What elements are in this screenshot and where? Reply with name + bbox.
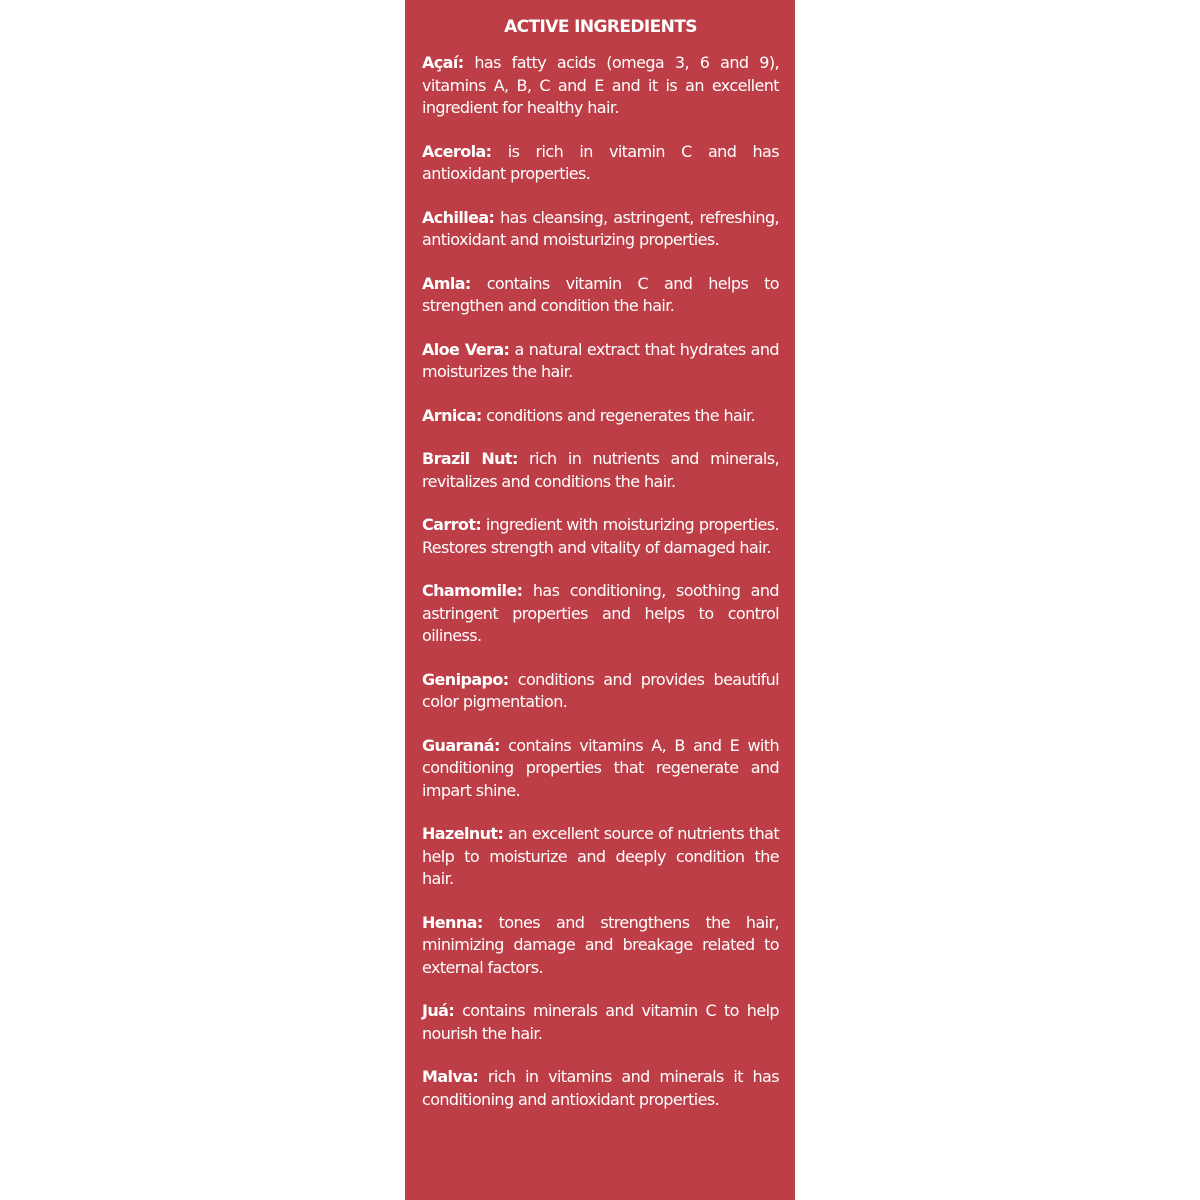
ingredient-entry-acai bbox=[422, 52, 779, 120]
ingredient-entry-henna bbox=[422, 912, 779, 980]
ingredient-description: is rich in vitamin C and has antioxidant properties. bbox=[422, 141, 779, 183]
ingredient-description: contains vitamins A, B and E with conditioning properties that regenerate and impart shine. bbox=[422, 735, 779, 800]
ingredient-entry-malva bbox=[422, 1066, 779, 1111]
ingredient-term: Genipapo: bbox=[422, 669, 509, 689]
ingredient-description: rich in nutrients and minerals, revitalizes and conditions the hair. bbox=[422, 449, 779, 491]
ingredient-entry-brazil-nut bbox=[422, 448, 779, 493]
ingredient-term: Amla: bbox=[422, 273, 471, 293]
panel-heading: ACTIVE INGREDIENTS bbox=[504, 17, 697, 37]
ingredient-entry-hazelnut bbox=[422, 823, 779, 891]
ingredient-description: tones and strengthens the hair, minimizing damage and breakage related to external factors. bbox=[422, 912, 779, 977]
ingredient-term: Carrot: bbox=[422, 515, 482, 534]
ingredient-term: Juá: bbox=[422, 1001, 455, 1020]
ingredient-description: a natural extract that hydrates and moisturizes the hair. bbox=[422, 339, 779, 381]
ingredient-term: Guaraná: bbox=[422, 735, 500, 755]
ingredient-term: Henna: bbox=[422, 912, 483, 932]
ingredient-description: has cleansing, astringent, refreshing, antioxidant and moisturizing properties. bbox=[422, 207, 779, 249]
ingredient-entry-achillea bbox=[422, 207, 779, 252]
ingredients-panel bbox=[405, 0, 795, 1200]
ingredient-entry-genipapo bbox=[422, 669, 779, 714]
ingredient-list bbox=[422, 52, 779, 1111]
ingredient-entry-aloe-vera bbox=[422, 339, 779, 384]
ingredient-entry-acerola bbox=[422, 141, 779, 186]
ingredient-entry-amla bbox=[422, 273, 779, 318]
ingredient-term: Malva: bbox=[422, 1067, 479, 1086]
ingredient-description: conditions and regenerates the hair. bbox=[486, 405, 756, 425]
ingredient-term: Hazelnut: bbox=[422, 824, 504, 843]
ingredient-entry-jua bbox=[422, 1000, 779, 1045]
ingredient-entry-guarana bbox=[422, 735, 779, 803]
ingredient-term: Arnica: bbox=[422, 405, 482, 425]
ingredient-description: ingredient with moisturizing properties. Restores strength and vitality of damaged hair. bbox=[422, 515, 779, 557]
ingredient-description: contains vitamin C and helps to strengthen and condition the hair. bbox=[422, 273, 779, 315]
ingredient-term: Chamomile: bbox=[422, 581, 523, 600]
ingredient-entry-carrot bbox=[422, 514, 779, 559]
ingredient-description: rich in vitamins and minerals it has conditioning and antioxidant properties. bbox=[422, 1067, 779, 1109]
ingredient-term: Aloe Vera: bbox=[422, 339, 510, 359]
ingredient-term: Brazil Nut: bbox=[422, 449, 518, 468]
ingredient-description: conditions and provides beautiful color pigmentation. bbox=[422, 669, 779, 711]
ingredient-description: has fatty acids (omega 3, 6 and 9), vitamins A, B, C and E and it is an excellent ingredient for healthy hair. bbox=[422, 53, 779, 117]
ingredient-term: Acerola: bbox=[422, 141, 492, 161]
ingredient-description: an excellent source of nutrients that help to moisturize and deeply condition the hair. bbox=[422, 824, 779, 888]
ingredient-term: Achillea: bbox=[422, 207, 495, 227]
ingredient-term: Açaí: bbox=[422, 53, 464, 72]
ingredient-entry-chamomile bbox=[422, 580, 779, 648]
ingredient-entry-arnica bbox=[422, 405, 779, 428]
ingredient-description: contains minerals and vitamin C to help nourish the hair. bbox=[422, 1001, 779, 1043]
ingredient-description: has conditioning, soothing and astringent properties and helps to control oiliness. bbox=[422, 581, 779, 645]
